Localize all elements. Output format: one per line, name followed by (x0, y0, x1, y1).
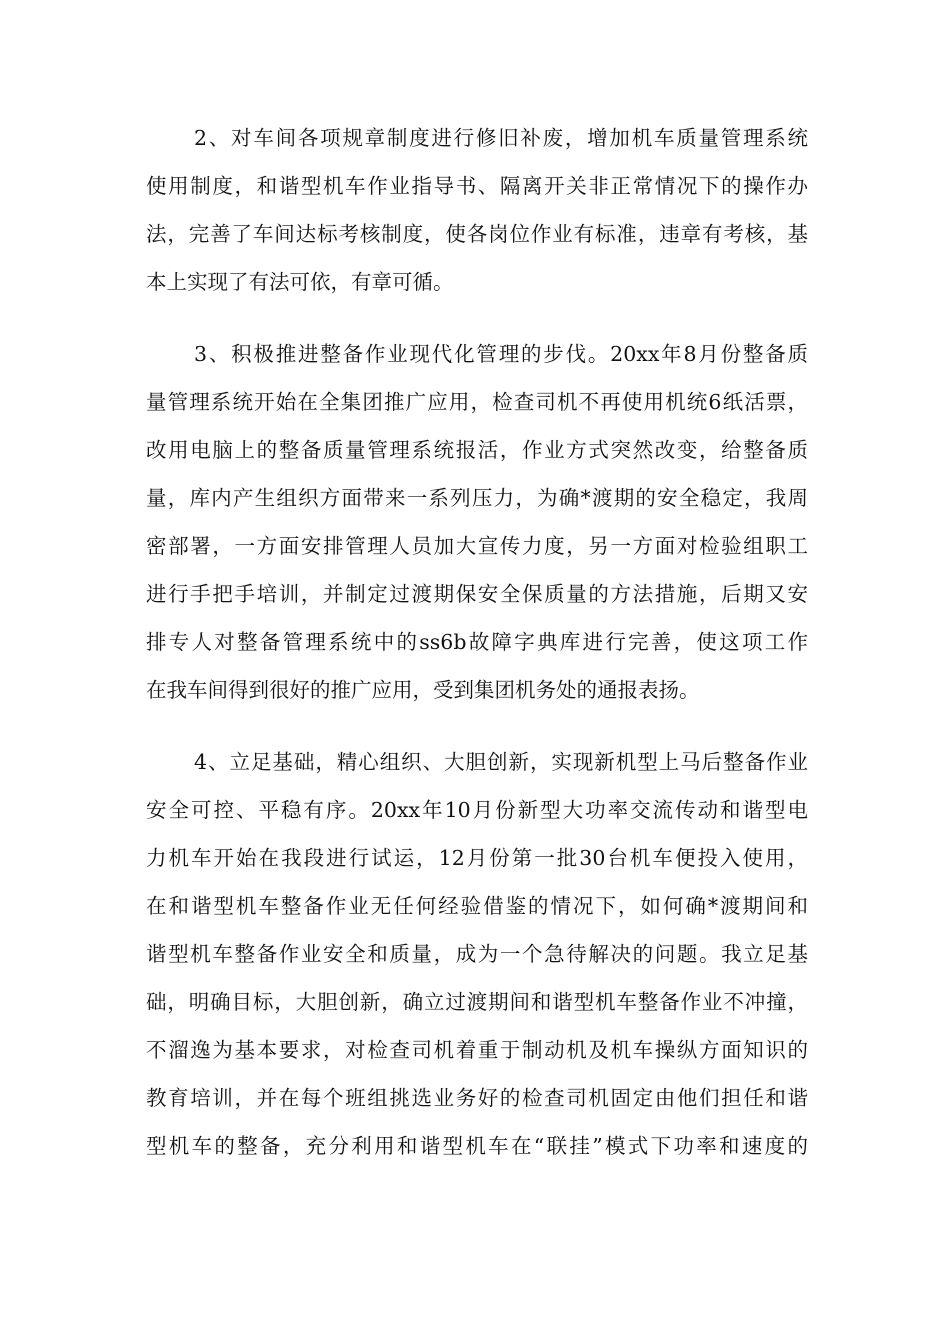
text-line: 量，库内产生组织方面带来一系列压力，为确*渡期的安全稳定，我周 (146, 486, 808, 510)
text-line: 教育培训，并在每个班组挑选业务好的检查司机固定由他们担任和谐 (146, 1086, 808, 1110)
text-line: 在我车间得到很好的推广应用，受到集团机务处的通报表扬。 (146, 678, 700, 702)
text-line: 进行手把手培训，并制定过渡期保安全保质量的方法措施，后期又安 (146, 582, 808, 606)
document-body (146, 114, 808, 1194)
text-line: 密部署，一方面安排管理人员加大宣传力度，另一方面对检验组职工 (146, 534, 808, 558)
paragraph-2 (146, 114, 808, 306)
text-line: 不溜逸为基本要求，对检查司机着重于制动机及机车操纵方面知识的 (146, 1038, 808, 1062)
text-line: 2、对车间各项规章制度进行修旧补废，增加机车质量管理系统 (194, 126, 808, 150)
paragraph-3 (146, 330, 808, 714)
text-line: 改用电脑上的整备质量管理系统报活，作业方式突然改变，给整备质 (146, 438, 808, 462)
text-line: 使用制度，和谐型机车作业指导书、隔离开关非正常情况下的操作办 (146, 174, 808, 198)
text-line: 排专人对整备管理系统中的ss6b故障字典库进行完善，使这项工作 (146, 630, 808, 654)
text-line: 法，完善了车间达标考核制度，使各岗位作业有标准，违章有考核，基 (146, 222, 808, 246)
text-line: 4、立足基础，精心组织、大胆创新，实现新机型上马后整备作业 (194, 750, 808, 774)
text-line: 础，明确目标，大胆创新，确立过渡期间和谐型机车整备作业不冲撞， (146, 990, 808, 1014)
text-line: 型机车的整备，充分利用和谐型机车在“联挂”模式下功率和速度的 (146, 1134, 808, 1158)
text-line: 力机车开始在我段进行试运，12月份第一批30台机车便投入使用， (146, 846, 808, 870)
text-line: 量管理系统开始在全集团推广应用，检查司机不再使用机统6纸活票， (146, 390, 808, 414)
text-line: 谐型机车整备作业安全和质量，成为一个急待解决的问题。我立足基 (146, 942, 808, 966)
text-line: 3、积极推进整备作业现代化管理的步伐。20xx年8月份整备质 (194, 342, 808, 366)
paragraph-4 (146, 738, 808, 1170)
text-line: 本上实现了有法可依，有章可循。 (146, 270, 454, 294)
text-line: 在和谐型机车整备作业无任何经验借鉴的情况下，如何确*渡期间和 (146, 894, 808, 918)
text-line: 安全可控、平稳有序。20xx年10月份新型大功率交流传动和谐型电 (146, 798, 808, 822)
